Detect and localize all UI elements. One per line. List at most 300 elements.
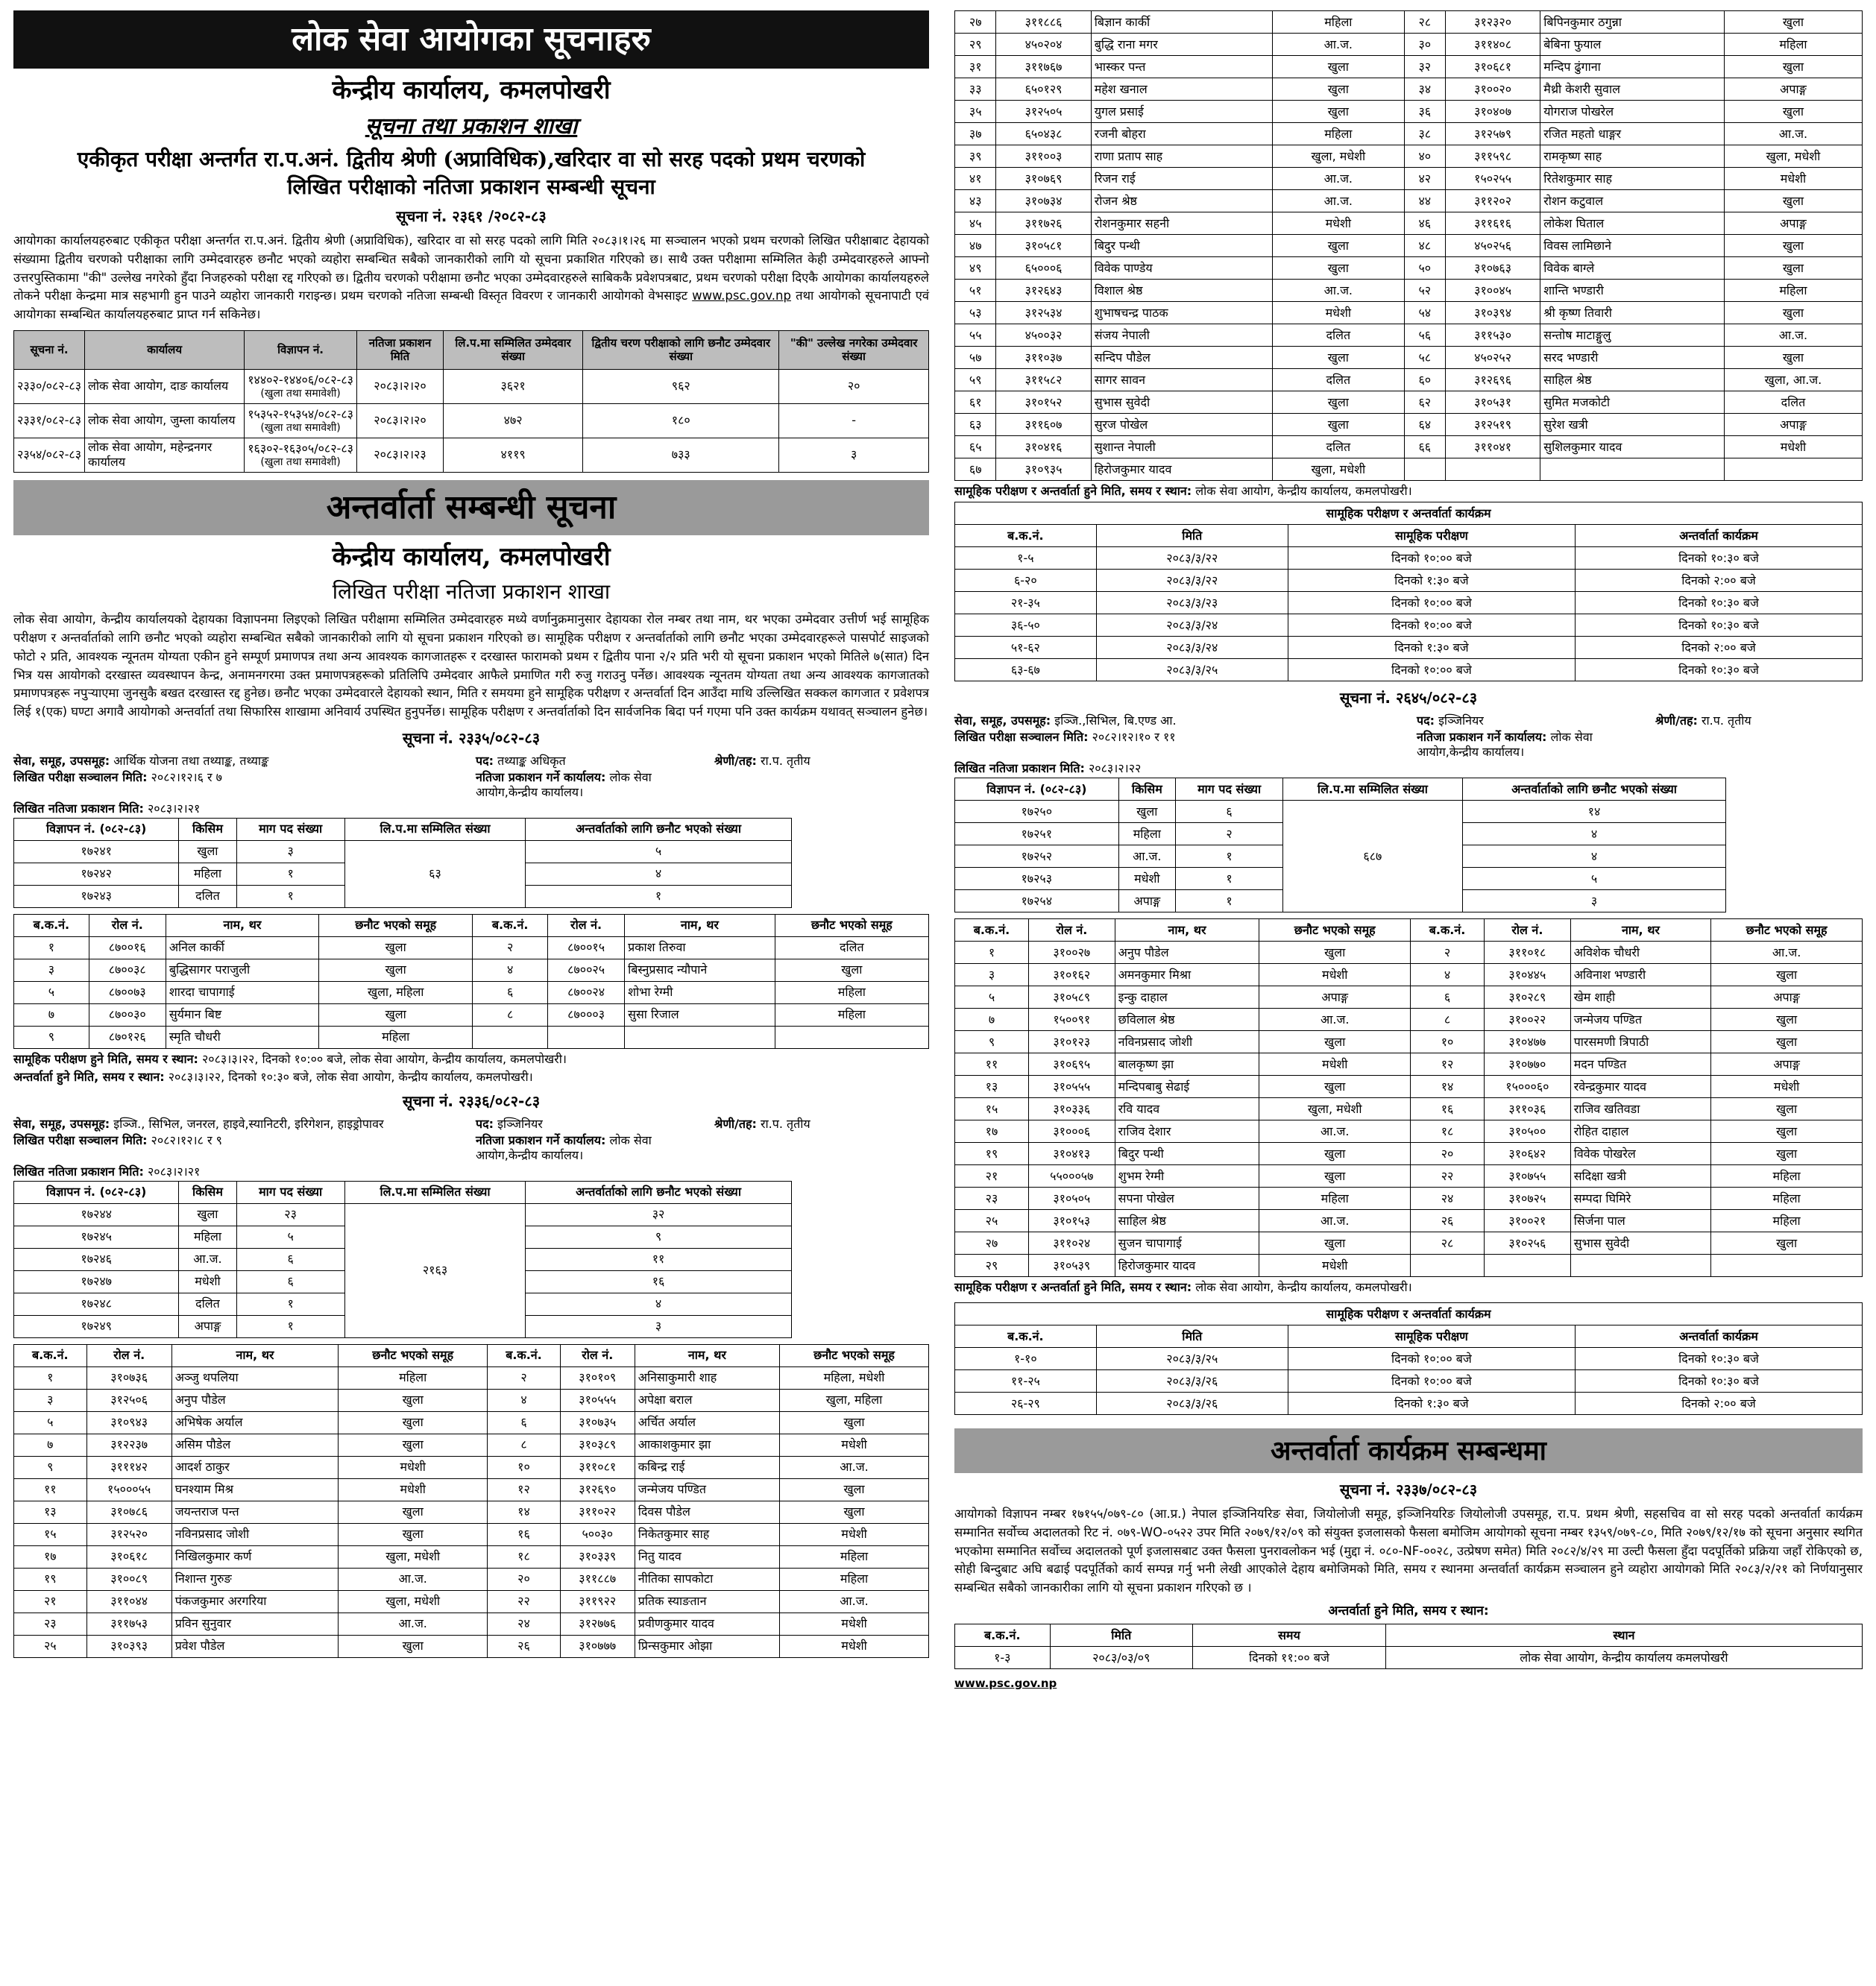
table-cell: १७२४५ <box>14 1226 179 1248</box>
table-header-row <box>955 525 1863 547</box>
table-row <box>955 257 1863 280</box>
table-cell: खुला, मधेशी <box>1724 145 1862 168</box>
table-cell: सम्पदा घिमिरे <box>1570 1188 1711 1210</box>
table-cell: १ <box>526 885 792 907</box>
table-cell: शुभम रेग्मी <box>1115 1165 1259 1188</box>
table-header-cell: अन्तर्वार्ताको लागि छनौट भएको संख्या <box>1462 778 1726 801</box>
table-cell: ९ <box>955 1031 1029 1053</box>
table-header-cell: ब.क.नं. <box>955 1624 1051 1647</box>
table-cell: ३१०१५२ <box>996 391 1091 414</box>
table-cell: २२ <box>488 1590 561 1613</box>
table-cell: २०८३/३/२५ <box>1096 659 1288 681</box>
website-link[interactable]: www.psc.gov.np <box>692 289 791 303</box>
table-cell: ३१०९४३ <box>86 1411 171 1434</box>
table-cell: ११ <box>14 1478 87 1501</box>
table-cell: १८ <box>1411 1120 1485 1143</box>
table-cell: २०८३/३/२५ <box>1096 1348 1288 1370</box>
table-cell: २०८३/३/२४ <box>1096 637 1288 659</box>
table-cell: ३११२०२ <box>1445 190 1540 212</box>
table-cell: ६ <box>473 981 548 1003</box>
table-cell: १७ <box>14 1545 87 1568</box>
table-cell: प्रकाश तिरुवा <box>625 936 775 959</box>
table-cell: मधेशी <box>1259 964 1411 986</box>
meta-item: पद: इञ्जिनियर <box>1417 713 1484 728</box>
table-cell: अपाङ्ग <box>1724 414 1862 436</box>
ad-table <box>13 818 792 908</box>
table-cell: बिदुर पन्थी <box>1115 1143 1259 1165</box>
table-cell: १७२४६ <box>14 1248 179 1270</box>
table-cell: दलित <box>179 885 236 907</box>
office-heading-2: केन्द्रीय कार्यालय, कमलपोखरी <box>332 541 611 572</box>
table-cell: लोक सेवा आयोग, महेन्द्रनगर कार्यालय <box>85 438 245 472</box>
table-cell: दलित <box>1273 436 1404 458</box>
table-cell: ३१०७६९ <box>996 168 1091 190</box>
table-cell: ३१०४०७ <box>1445 101 1540 123</box>
notice-number: सूचना नं. २३६१ /२०८२-८३ <box>396 207 547 225</box>
table-header-cell: नाम, थर <box>625 914 775 936</box>
table-row <box>955 235 1863 257</box>
table-cell: ३११८८६ <box>996 11 1091 34</box>
table-row <box>14 1478 929 1501</box>
table-cell: रितेशकुमार साह <box>1540 168 1725 190</box>
notice-meta <box>13 801 929 816</box>
table-cell: खुला <box>179 840 236 863</box>
table-cell: १७२५० <box>955 801 1119 823</box>
table-row <box>955 964 1863 986</box>
table-cell: ३१०५०५ <box>1028 1188 1115 1210</box>
table-cell: ६१ <box>955 391 996 414</box>
table-header-cell: अन्तर्वार्ता कार्यक्रम <box>1575 525 1862 547</box>
footer-link[interactable]: www.psc.gov.np <box>954 1677 1057 1690</box>
table-cell: ३१०७७० <box>1485 1053 1571 1076</box>
table-cell: अपाङ्ग <box>179 1315 236 1337</box>
table-cell: १ <box>236 1293 344 1315</box>
table-cell: असिम पौडेल <box>171 1434 339 1456</box>
table-cell: दिनको १:३० बजे <box>1288 570 1575 592</box>
table-cell: दिनको १०:३० बजे <box>1575 1370 1862 1393</box>
table-cell: १७२४१ <box>14 840 179 863</box>
table-cell: शुभाषचन्द्र पाठक <box>1091 302 1272 324</box>
table-cell: नीतिका सापकोटा <box>635 1568 779 1590</box>
table-cell: खुला <box>1259 1031 1411 1053</box>
table-cell: ११-२५ <box>955 1370 1097 1393</box>
table-cell: ५ <box>955 986 1029 1009</box>
table-cell: महिला <box>775 981 928 1003</box>
table-cell: अनुप पौडेल <box>171 1389 339 1411</box>
ad-number: १५३५२-१५३५४/०८२-८३ <box>248 406 353 421</box>
table-cell: सागर सावन <box>1091 369 1272 391</box>
table-cell: महिला <box>1259 1188 1411 1210</box>
table-cell: आ.ज. <box>1724 123 1862 145</box>
notice-meta <box>13 1133 929 1163</box>
table-cell: खुला <box>1711 1098 1863 1120</box>
table-cell: ३१२५२० <box>86 1523 171 1545</box>
table-cell: ६-२० <box>955 570 1097 592</box>
table-cell: ४३ <box>955 190 996 212</box>
notice-2337-title: सूचना नं. २३३७/०८२-८३ <box>1339 1481 1478 1498</box>
table-row <box>14 1411 929 1434</box>
table-cell: निशान्त गुरुङ <box>171 1568 339 1590</box>
table-cell: दिनको १०:३० बजे <box>1575 592 1862 614</box>
table-cell: ६ <box>1411 986 1485 1009</box>
table-cell: मधेशी <box>1118 868 1176 890</box>
table-cell: राजिव खतिवडा <box>1570 1098 1711 1120</box>
table-cell: घनश्याम मिश्र <box>171 1478 339 1501</box>
table-header-cell: नाम, थर <box>171 1344 339 1366</box>
table-cell: ८७००३८ <box>89 959 166 981</box>
notice-paragraph <box>13 232 929 324</box>
table-cell: १ <box>1176 868 1283 890</box>
notice-title: सूचना नं. २३३६/०८२-८३ <box>402 1091 541 1110</box>
table-cell <box>775 1026 928 1048</box>
table-header-cell: विज्ञापन नं. (०८२-८३) <box>955 778 1119 801</box>
table-cell: महिला <box>1118 823 1176 845</box>
table-cell: लोक सेवा आयोग, दाङ कार्यालय <box>85 369 245 403</box>
table-cell: १७ <box>955 1120 1029 1143</box>
table-cell: ३२ <box>1404 56 1445 78</box>
table-cell: - <box>779 403 929 438</box>
table-header-cell: माग पद संख्या <box>1176 778 1283 801</box>
table-cell: खुला <box>319 1003 473 1026</box>
table-header-cell: छनौट भएको समूह <box>775 914 928 936</box>
table-cell: ३ <box>236 840 344 863</box>
table-cell: भास्कर पन्त <box>1091 56 1272 78</box>
table-cell: ४५०२५२ <box>1445 347 1540 369</box>
table-row <box>955 212 1863 235</box>
table-cell: ३१०७८६ <box>86 1501 171 1523</box>
table-cell: खुला, महिला <box>780 1389 929 1411</box>
table-cell: ३१०७५५ <box>1485 1165 1571 1188</box>
table-cell: ३९ <box>955 145 996 168</box>
table-cell: मधेशी <box>780 1613 929 1635</box>
meta-item: लिखित परीक्षा सञ्चालन मिति: २०८२।१२।१० र ११ <box>954 730 1176 744</box>
table-cell: महिला <box>179 1226 236 1248</box>
ad-number: १६३०२-१६३०५/०८२-८३ <box>248 441 353 455</box>
table-cell: रिजन राई <box>1091 168 1272 190</box>
table-cell: महिला <box>1711 1188 1863 1210</box>
table-header-cell: लि.प.मा सम्मिलित संख्या <box>344 818 526 840</box>
table-cell: महिला <box>1711 1165 1863 1188</box>
table-row <box>14 403 929 438</box>
table-cell: निखिलकुमार कर्ण <box>171 1545 339 1568</box>
table-header-cell: लि.प.मा सम्मिलित संख्या <box>1283 778 1463 801</box>
table-cell: १ <box>1176 845 1283 868</box>
table-cell: खुला <box>780 1501 929 1523</box>
table-cell: १ <box>14 936 89 959</box>
table-cell: १७२४४ <box>14 1203 179 1226</box>
table-cell: महिला <box>1724 34 1862 56</box>
table-cell: नितु यादव <box>635 1545 779 1568</box>
table-cell: १ <box>1176 890 1283 912</box>
table-cell: दिनको १०:०० बजे <box>1288 614 1575 637</box>
table-cell: ६७ <box>955 458 996 481</box>
table-cell: ५३ <box>955 302 996 324</box>
table-cell: सन्तोष माटाङ्गुलु <box>1540 324 1725 347</box>
paragraph-text-cont: तथा आयोगको सूचनापाटी एवं आयोगका सम्बन्धित कार्यालयहरुबाट प्राप्त गर्न सकिनेछ। <box>13 289 929 321</box>
table-cell: १ <box>955 942 1029 964</box>
table-row <box>14 1523 929 1545</box>
table-cell: दिनको १०:०० बजे <box>1288 547 1575 570</box>
table-header-cell: रोल नं. <box>1028 919 1115 942</box>
table-row <box>955 280 1863 302</box>
table-cell: ६० <box>1404 369 1445 391</box>
venue-line: सामूहिक परीक्षण र अन्तर्वार्ता हुने मिति, समय र स्थान: लोक सेवा आयोग, केन्द्रीय कार्यालय, कमलपोखरी। <box>954 484 1412 498</box>
table-cell: खुला <box>1711 1143 1863 1165</box>
table-cell: योगराज पोखरेल <box>1540 101 1725 123</box>
table-cell: ६५०१२९ <box>996 78 1091 101</box>
table-header-cell: नतिजा प्रकाशन मिति <box>356 330 443 369</box>
meta-item: पद: इञ्जिनियर <box>476 1116 543 1131</box>
notice-title-line2: लिखित परीक्षाको नतिजा प्रकाशन सम्बन्धी सूचना <box>287 174 655 199</box>
table-cell: सुर्यमान बिष्ट <box>166 1003 318 1026</box>
table-cell: २ <box>1176 823 1283 845</box>
table-cell: दिनको १:३० बजे <box>1288 1393 1575 1415</box>
table-cell: दिनको १:३० बजे <box>1288 637 1575 659</box>
table-cell: खुला, मधेशी <box>1273 145 1404 168</box>
table-cell: १५००९१ <box>1028 1009 1115 1031</box>
notice-meta <box>954 713 1863 728</box>
table-cell: १२ <box>488 1478 561 1501</box>
table-row <box>955 1053 1863 1076</box>
table-row <box>955 436 1863 458</box>
table-cell: खुला <box>1724 235 1862 257</box>
table-cell: १४ <box>1462 801 1726 823</box>
table-cell: १४ <box>1411 1076 1485 1098</box>
table-cell: अनुप पौडेल <box>1115 942 1259 964</box>
table-cell: १५ <box>14 1523 87 1545</box>
table-cell: खुला <box>1259 1165 1411 1188</box>
table-cell: खुला <box>1724 257 1862 280</box>
table-cell: दिनको १०:३० बजे <box>1575 614 1862 637</box>
table-header-cell: अन्तर्वार्ताको लागि छनौट भएको संख्या <box>526 1181 792 1203</box>
table-cell: मधेशी <box>1259 1255 1411 1277</box>
table-cell: ३११६१६ <box>1445 212 1540 235</box>
table-cell: रजनी बोहरा <box>1091 123 1272 145</box>
table-cell: २४ <box>488 1613 561 1635</box>
meta-item: श्रेणी/तह: रा.प. तृतीय <box>714 753 810 768</box>
table-row <box>955 659 1863 681</box>
table-cell: १५ <box>955 1098 1029 1120</box>
table-cell: खुला <box>1711 964 1863 986</box>
table-cell: २४ <box>1411 1188 1485 1210</box>
table-cell: २०८३/३/२४ <box>1096 614 1288 637</box>
table-cell: ३११०३७ <box>996 347 1091 369</box>
table-row <box>14 959 929 981</box>
table-cell: मधेशी <box>1273 212 1404 235</box>
table-header-cell: कार्यालय <box>85 330 245 369</box>
table-cell: ३७ <box>955 123 996 145</box>
table-row <box>14 1026 929 1048</box>
table-row <box>955 1232 1863 1255</box>
table-header-cell: ब.क.नं. <box>955 525 1097 547</box>
table-cell: खुला <box>1711 1031 1863 1053</box>
meta-item: श्रेणी/तह: रा.प. तृतीय <box>1655 713 1751 728</box>
table-cell: कबिन्द्र राई <box>635 1456 779 1478</box>
table-cell: खुला <box>1259 942 1411 964</box>
table-cell: मधेशी <box>339 1478 488 1501</box>
schedule-caption-row <box>955 502 1863 525</box>
table-cell: ८७०००३ <box>548 1003 625 1026</box>
table-cell: खुला <box>339 1501 488 1523</box>
table-cell: ३६-५० <box>955 614 1097 637</box>
table-header-cell: ब.क.नं. <box>955 1325 1097 1348</box>
table-row <box>955 190 1863 212</box>
branch-heading-2: लिखित परीक्षा नतिजा प्रकाशन शाखा <box>332 579 611 605</box>
table-header-cell: रोल नं. <box>89 914 166 936</box>
table-cell: ३१०३३६ <box>1028 1098 1115 1120</box>
table-cell: विशाल श्रेष्ठ <box>1091 280 1272 302</box>
table-cell: २३५४/०८२-८३ <box>14 438 85 472</box>
table-cell: अनिसाकुमारी शाह <box>635 1366 779 1389</box>
table-cell: महिला <box>319 1026 473 1048</box>
table-cell: ५ <box>526 840 792 863</box>
table-cell: ५९ <box>955 369 996 391</box>
summary-table <box>13 330 929 473</box>
table-cell: दिनको १०:०० बजे <box>1288 1370 1575 1393</box>
table-cell: खुला <box>1724 56 1862 78</box>
table-cell: ३० <box>1404 34 1445 56</box>
table-cell: बुद्धि राना मगर <box>1091 34 1272 56</box>
table-cell: सुरज पोखेल <box>1091 414 1272 436</box>
table-cell: अपाङ्ग <box>1259 986 1411 1009</box>
table-cell: ५५०००५७ <box>1028 1165 1115 1188</box>
table-row <box>14 1545 929 1568</box>
table-cell: सुभास सुवेदी <box>1570 1232 1711 1255</box>
table-cell: ९ <box>526 1226 792 1248</box>
table-header-row <box>955 1624 1863 1647</box>
table-header-cell: सामूहिक परीक्षण <box>1288 1325 1575 1348</box>
table-cell: खुला <box>1724 11 1862 34</box>
table-cell: ३१२५०५ <box>996 101 1091 123</box>
table-cell: ५७ <box>955 347 996 369</box>
table-cell: २० <box>779 369 929 403</box>
venue-line: सामूहिक परीक्षण र अन्तर्वार्ता हुने मिति, समय र स्थान: लोक सेवा आयोग, केन्द्रीय कार्यालय, कमलपोखरी। <box>954 1280 1412 1294</box>
table-header-cell: विज्ञापन नं. (०८२-८३) <box>14 818 179 840</box>
table-cell: रोशनकुमार सहनी <box>1091 212 1272 235</box>
table-cell: दिनको १०:३० बजे <box>1575 1348 1862 1370</box>
table-header-cell: ब.क.नं. <box>14 914 89 936</box>
meta-item: लिखित नतिजा प्रकाशन मिति: २०८३।२।२१ <box>13 801 201 816</box>
table-row <box>955 1210 1863 1232</box>
table-cell: २०८३/३/२६ <box>1096 1370 1288 1393</box>
table-row <box>955 592 1863 614</box>
table-cell: खुला <box>775 959 928 981</box>
table-cell: २०८३/३/२६ <box>1096 1393 1288 1415</box>
table-cell: २७ <box>955 1232 1029 1255</box>
table-cell: ३१०१६२ <box>1028 964 1115 986</box>
table-cell: ३२ <box>526 1203 792 1226</box>
table-cell: ४ <box>1462 823 1726 845</box>
table-row <box>955 168 1863 190</box>
notice-meta <box>954 761 1863 776</box>
meta-item: श्रेणी/तह: रा.प. तृतीय <box>714 1116 810 1131</box>
table-cell: आ.ज. <box>339 1568 488 1590</box>
table-cell: ३११०१८ <box>1485 942 1571 964</box>
table-cell: खुला <box>1711 1120 1863 1143</box>
table-cell: २३३०/०८२-८३ <box>14 369 85 403</box>
table-cell: १ <box>236 863 344 885</box>
table-row <box>955 1031 1863 1053</box>
table-cell: ४ <box>488 1389 561 1411</box>
table-header-row <box>14 1181 792 1203</box>
table-cell: ६३-६७ <box>955 659 1097 681</box>
table-header-cell: नाम, थर <box>1570 919 1711 942</box>
meta-item: लिखित परीक्षा सञ्चालन मिति: २०८२।१२।६ र ७ <box>13 769 222 784</box>
table-cell: छविलाल श्रेष्ठ <box>1115 1009 1259 1031</box>
table-cell: मधेशी <box>1711 1076 1863 1098</box>
table-cell: मधेशी <box>1273 302 1404 324</box>
table-cell: दिनको २:०० बजे <box>1575 637 1862 659</box>
table-cell: ६३ <box>955 414 996 436</box>
table-header-cell: माग पद संख्या <box>236 1181 344 1203</box>
table-cell: रोजन श्रेष्ठ <box>1091 190 1272 212</box>
paragraph-text: आयोगका कार्यालयहरुबाट एकीकृत परीक्षा अन्तर्गत रा.प.अनं. द्वितीय श्रेणी (अप्राविधिक), खरिदार वा सो सरह पदको लागि मिति २०८३।१।२६ मा सञ्चालन भएको प्रथम चरणको लिखित परीक्षाबाट देहायको संख्यामा द्वितीय चरणको परीक्षाका लागि उम्मेदवारहरु छनौट भएको व्यहोरा सम्बन्धित सबैको जानकारीको लागि यो सूचना प्रकाशित गरिएको छ। साथै उक्त परीक्षामा सम्मिलित केही उम्मेदवारहरुले आफ्नो उत्तरपुस्तिकामा "की" उल्लेख नगरेको हुँदा निजहरुको परीक्षा रद्द गरिएको छ। द्वितीय चरणको परीक्षामा छनौट भएका उम्मेदवारहरुले साबिककै प्रवेशपत्रबाट, प्रथम चरणको परीक्षा दिएकै आयोगका कार्यालयहरुले तोकने परीक्षा केन्द्रमा मात्र सहभागी हुन पाउने व्यहोरा जानकारी गराइन्छ। प्रथम चरणको नतिजा सम्बन्धी विस्तृत विवरण र जानकारी आयोगको वेभसाइट <box>13 233 929 303</box>
table-cell: ३१००८९ <box>86 1568 171 1590</box>
table-cell: ३ <box>14 959 89 981</box>
table-cell: खुला <box>1273 257 1404 280</box>
table-cell: महिला <box>179 863 236 885</box>
table-cell: अपाङ्ग <box>1724 212 1862 235</box>
table-cell: दिनको १०:०० बजे <box>1288 592 1575 614</box>
table-cell: ६२ <box>1404 391 1445 414</box>
table-cell: इन्कु दाहाल <box>1115 986 1259 1009</box>
table-cell: ४७ <box>955 235 996 257</box>
table-cell: ३१२५१९ <box>1445 414 1540 436</box>
table-cell: खुला, मधेशी <box>339 1590 488 1613</box>
table-cell: आ.ज. <box>1711 942 1863 964</box>
table-cell: संजय नेपाली <box>1091 324 1272 347</box>
table-header-cell: लि.प.मा सम्मिलित उम्मेदवार संख्या <box>443 330 582 369</box>
table-cell: खुला <box>339 1523 488 1545</box>
table-header-cell: रोल नं. <box>548 914 625 936</box>
table-header-row <box>955 778 1726 801</box>
table-row <box>955 101 1863 123</box>
table-cell: खुला <box>1259 1232 1411 1255</box>
table-row <box>14 840 792 863</box>
table-cell: १७२५२ <box>955 845 1119 868</box>
table-cell: ३११७२६ <box>996 212 1091 235</box>
candidate-table <box>13 914 929 1049</box>
table-cell: ४६ <box>1404 212 1445 235</box>
table-cell: खुला, मधेशी <box>1273 458 1404 481</box>
table-cell: २ <box>488 1366 561 1389</box>
table-cell: खुला <box>1273 235 1404 257</box>
table-cell: २१-३५ <box>955 592 1097 614</box>
table-cell: दिनको २:०० बजे <box>1575 570 1862 592</box>
table-cell: ३११०२४ <box>1028 1232 1115 1255</box>
table-row <box>955 145 1863 168</box>
table-row <box>955 56 1863 78</box>
table-cell: ३११६०७ <box>996 414 1091 436</box>
table-cell: १-१० <box>955 1348 1097 1370</box>
table-cell: सरद भण्डारी <box>1540 347 1725 369</box>
table-cell: १९ <box>14 1568 87 1590</box>
table-cell: २९ <box>955 34 996 56</box>
table-cell: आ.ज. <box>1118 845 1176 868</box>
meta-item: नतिजा प्रकाशन गर्ने कार्यालय: लोक सेवा आयोग,केन्द्रीय कार्यालय। <box>476 769 652 799</box>
table-header-cell: किसिम <box>179 1181 236 1203</box>
schedule-table-1 <box>954 502 1863 681</box>
table-cell: ३१०५५५ <box>1028 1076 1115 1098</box>
table-header-cell: ब.क.नं. <box>1411 919 1485 942</box>
ad-note: (खुला तथा समावेशी) <box>260 421 341 434</box>
table-cell: पंकजकुमार अरगरिया <box>171 1590 339 1613</box>
table-cell: सन्दिप पौडेल <box>1091 347 1272 369</box>
table-cell: १६ <box>1411 1098 1485 1120</box>
table-cell: बिस्नुप्रसाद न्यौपाने <box>625 959 775 981</box>
meta-item: सेवा, समूह, उपसमूह: इञ्जि., सिभिल, जनरल, हाइवे,स्यानिटरी, इरिगेशन, हाइड्रोपावर <box>13 1116 384 1131</box>
table-cell: १७२४२ <box>14 863 179 885</box>
